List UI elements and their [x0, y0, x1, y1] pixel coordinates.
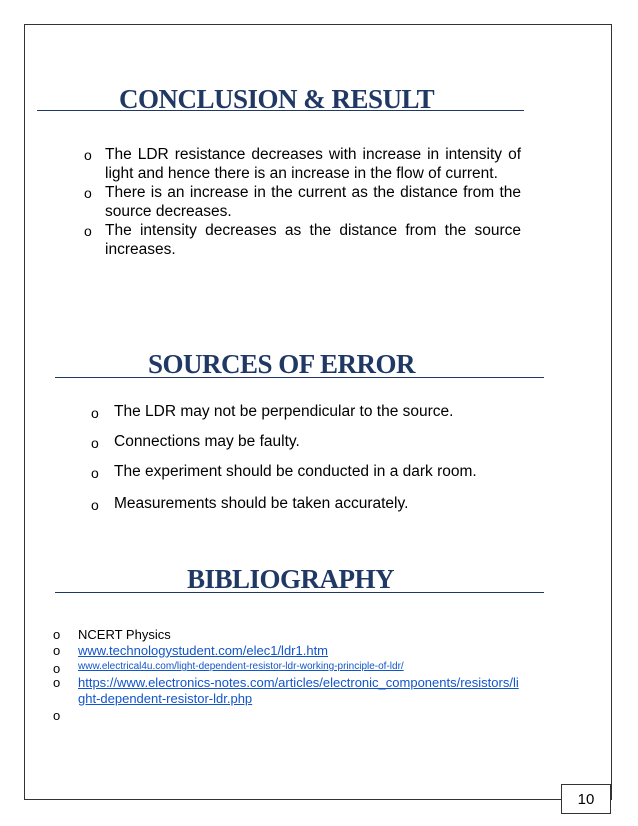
conclusion-list — [84, 145, 521, 259]
list-item — [91, 462, 541, 481]
list-item — [91, 432, 541, 451]
bullet-icon: o — [91, 465, 99, 481]
bullet-icon: o — [53, 642, 61, 658]
errors-heading-rule — [55, 377, 544, 378]
bullet-icon: o — [53, 627, 61, 642]
error-item-text: Connections may be faulty. — [114, 433, 300, 450]
bibliography-heading-rule — [55, 592, 544, 593]
list-item — [53, 658, 523, 675]
errors-heading: SOURCES OF ERROR — [148, 349, 416, 379]
list-item — [53, 643, 523, 659]
conclusion-item-text: There is an increase in the current as the distance from the source decreases. — [105, 184, 521, 220]
bullet-icon: o — [53, 708, 61, 723]
page-number: 10 — [561, 784, 611, 814]
bullet-icon: o — [91, 435, 99, 451]
list-item — [84, 145, 521, 183]
conclusion-heading: CONCLUSION & RESULT — [119, 84, 435, 114]
list-item — [91, 402, 541, 421]
bullet-icon: o — [53, 661, 61, 676]
bibliography-link[interactable]: www.technologystudent.com/elec1/ldr1.htm — [78, 642, 329, 658]
errors-list — [91, 402, 541, 513]
bibliography-entry: NCERT Physics — [78, 627, 171, 642]
list-item — [84, 183, 521, 221]
bibliography-heading: BIBLIOGRAPHY — [187, 564, 395, 594]
bibliography-link[interactable]: https://www.electronics-notes.com/articles/electronic_components/resistors/light-dependent-resistor-ldr.php — [78, 675, 519, 706]
error-item-text: The experiment should be conducted in a dark room. — [114, 463, 477, 480]
error-item-text: The LDR may not be perpendicular to the source. — [114, 403, 454, 420]
list-item — [53, 627, 523, 643]
conclusion-heading-rule — [37, 110, 524, 111]
conclusion-item-text: The intensity decreases as the distance from the source increases. — [105, 222, 521, 258]
list-item — [91, 494, 541, 513]
error-item-text: Measurements should be taken accurately. — [114, 495, 409, 512]
list-item — [84, 221, 521, 259]
bullet-icon: o — [91, 405, 99, 421]
bibliography-list — [53, 627, 523, 724]
list-item — [53, 706, 523, 724]
bullet-icon: o — [53, 675, 61, 690]
bullet-icon: o — [84, 185, 92, 201]
bibliography-link[interactable]: www.electrical4u.com/light-dependent-resistor-ldr-working-principle-of-ldr/ — [78, 661, 404, 672]
list-item — [53, 675, 523, 706]
bullet-icon: o — [84, 223, 92, 239]
bullet-icon: o — [91, 497, 99, 513]
conclusion-item-text: The LDR resistance decreases with increase in intensity of light and hence there is an increase in the flow of current. — [105, 146, 521, 182]
bullet-icon: o — [84, 147, 92, 163]
